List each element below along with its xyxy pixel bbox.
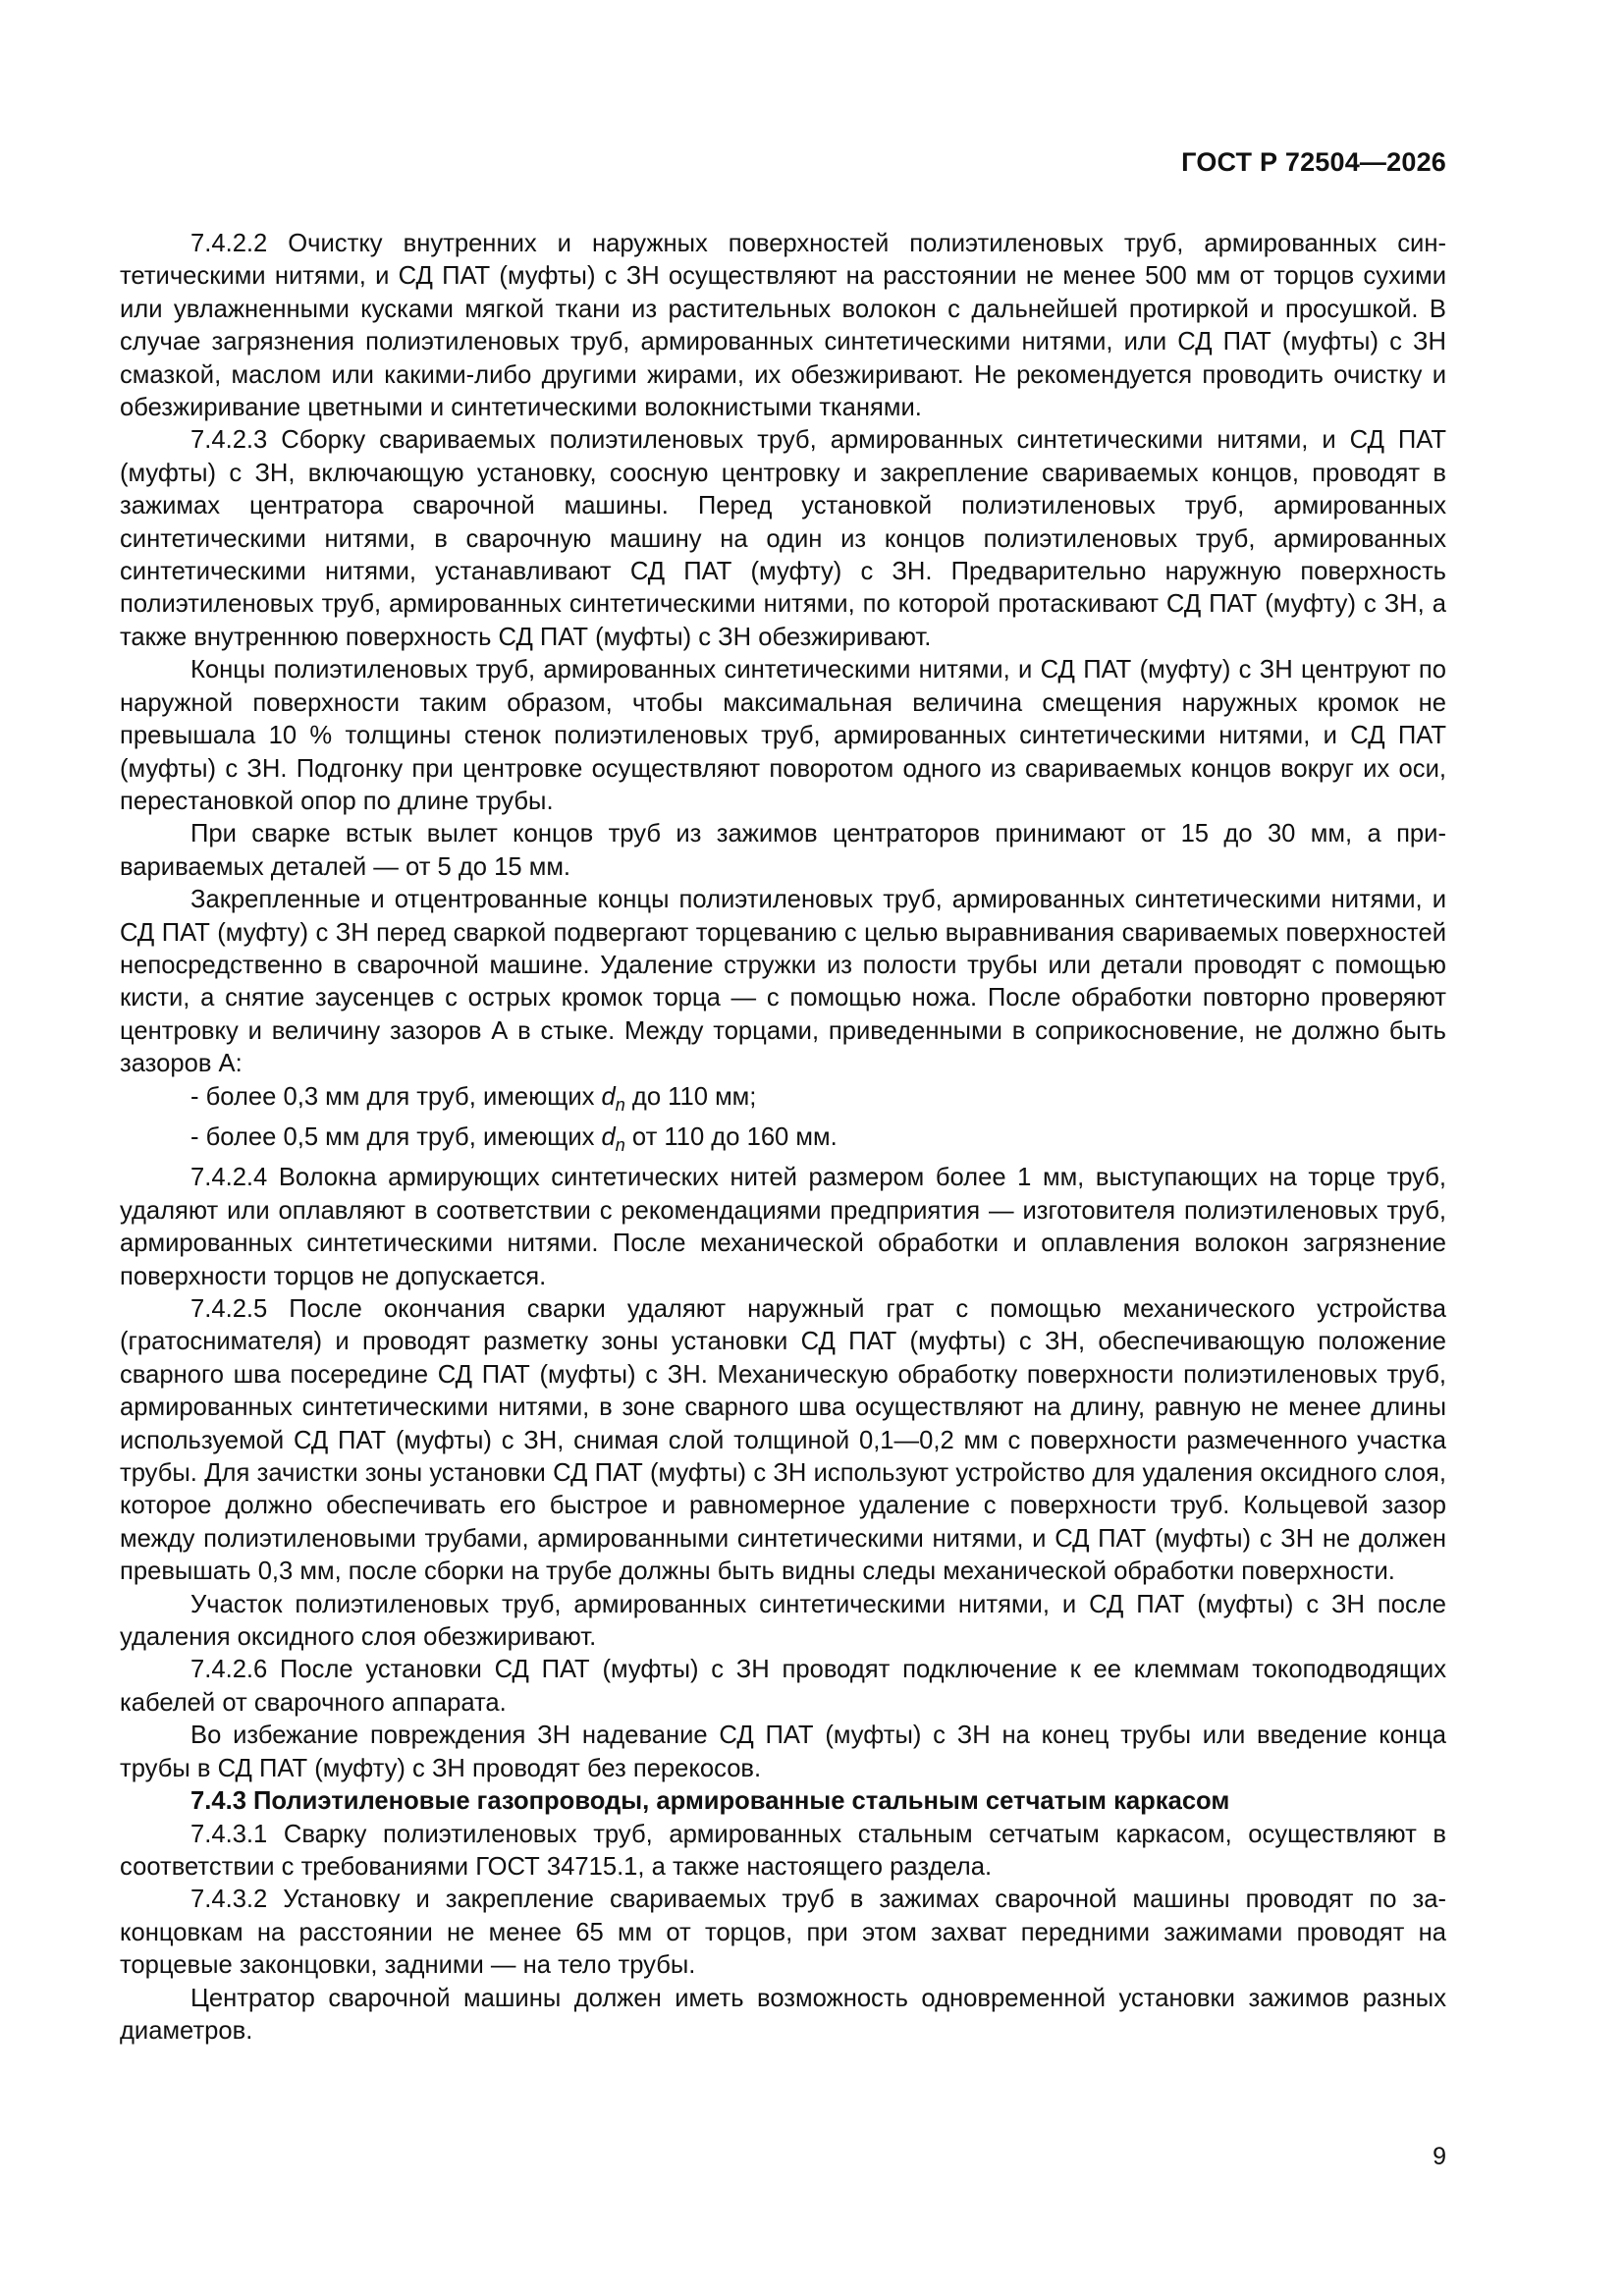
paragraph: Во избежание повреждения ЗН надевание СД ПАТ (муфты) с ЗН на конец трубы или введение конца трубы в СД ПАТ (муфту) с ЗН проводят без перекосов.	[120, 1722, 1446, 1782]
paragraph: 7.4.3.2 Установку и закрепление свариваемых труб в зажимах сварочной машины проводят по законцовкам на расстоянии не менее 65 мм от торцов, при этом захват передними зажимами проводят на торцевые законцовки, задними — на тело трубы.	[120, 1886, 1446, 1980]
paragraph: Закрепленные и отцентрованные концы полиэтиленовых труб, армированных синтетическими нитями, и СД ПАТ (муфту) с ЗН перед сваркой подвергают торцеванию с целью выравнивания свариваемых поверхностей непосредственно в сварочной машине. Удаление стружки из полости трубы или детали проводят с помощью кисти, а снятие заусенцев с острых кромок торца — с помощью ножа. После обработки повторно проверяют центровку и величину зазоров А в стыке. Между торцами, приведенными в соприкосновение, не должно быть зазоров А:	[120, 886, 1446, 1078]
paragraph: 7.4.2.3 Сборку свариваемых полиэтиленовых труб, армированных синтетическими нитями, и СД ПАТ (муфты) с ЗН, включающую установку, соосную центровку и закрепление свариваемых концов, проводят в зажимах центратора сварочной машины. Перед установкой полиэтиленовых труб, армированных синтетическими нитями, в сварочную машину на один из концов полиэтиленовых труб, армированных синтетическими нитями, устанавливают СД ПАТ (муфту) с ЗН. Предварительно наружную поверхность полиэтиленовых труб, армированных синтетическими нитями, по которой протаскивают СД ПАТ (муфту) с ЗН, а также внутреннюю поверхность СД ПАТ (муфты) с ЗН обезжиривают.	[120, 426, 1446, 651]
diameter-symbol: d	[601, 1122, 616, 1151]
paragraph: При сварке встык вылет концов труб из зажимов центраторов принимают от 15 до 30 мм, а привариваемых деталей — от 5 до 15 мм.	[120, 820, 1446, 881]
page-number: 9	[1433, 2143, 1446, 2170]
document-body	[120, 228, 1446, 2048]
paragraph: Концы полиэтиленовых труб, армированных синтетическими нитями, и СД ПАТ (муфту) с ЗН центруют по наружной поверхности таким образом, чтобы максимальная величина смещения наружных кромок не превышала 10 % толщины стенок полиэтиленовых труб, армированных синтетическими нитями, и СД ПАТ (муфты) с ЗН. Подгонку при центровке осуществляют поворотом одного из свариваемых концов вокруг их оси, перестановкой опор по длине трубы.	[120, 656, 1446, 815]
list-item	[120, 1081, 1446, 1121]
paragraph: 7.4.2.6 После установки СД ПАТ (муфты) с ЗН проводят подключение к ее клеммам токоподводящих кабелей от сварочного аппарата.	[120, 1656, 1446, 1717]
section-heading: 7.4.3 Полиэтиленовые газопроводы, армированные стальным сетчатым каркасом	[190, 1787, 1230, 1816]
diameter-symbol: d	[601, 1082, 616, 1111]
diameter-subscript: n	[615, 1134, 625, 1155]
list-item-prefix: - более 0,5 мм для труб, имеющих	[190, 1122, 602, 1151]
list-item-suffix: от 110 до 160 мм.	[624, 1122, 838, 1151]
paragraph: Центратор сварочной машины должен иметь возможность одновременной установки зажимов разных диаметров.	[120, 1984, 1446, 2045]
list-item	[120, 1121, 1446, 1162]
paragraph: Участок полиэтиленовых труб, армированных синтетическими нитями, и СД ПАТ (муфты) с ЗН после удаления оксидного слоя обезжиривают.	[120, 1590, 1446, 1652]
paragraph: 7.4.3.1 Сварку полиэтиленовых труб, армированных стальным сетчатым каркасом, осуществляют в соответствии с требованиями ГОСТ 34715.1, а также настоящего раздела.	[120, 1820, 1446, 1881]
document-id-header: ГОСТ Р 72504—2026	[1181, 147, 1446, 177]
paragraph: 7.4.2.4 Волокна армирующих синтетических нитей размером более 1 мм, выступающих на торце труб, удаляют или оплавляют в соответствии с рекомендациями предприятия — изготовителя полиэтиленовых труб, армированных синтетическими нитями. После механической обработки и оплавления волокон загрязнение поверхности торцов не допускается.	[120, 1164, 1446, 1290]
list-item-prefix: - более 0,3 мм для труб, имеющих	[190, 1082, 602, 1111]
paragraph: 7.4.2.5 После окончания сварки удаляют наружный грат с помощью механического устройства (гратоснимателя) и проводят разметку зоны установки СД ПАТ (муфты) с ЗН, обеспечивающую положение сварного шва посередине СД ПАТ (муфты) с ЗН. Механическую обработку поверхности полиэтиленовых труб, армированных синтетическими нитями, в зоне сварного шва осуществляют на длину, равную не менее длины используемой СД ПАТ (муфты) с ЗН, снимая слой толщиной 0,1—0,2 мм с поверхности размеченного участка трубы. Для зачистки зоны установки СД ПАТ (муфты) с ЗН используют устройство для удаления оксидного слоя, которое должно обеспечивать его быстрое и равномерное удаление с поверхности труб. Кольцевой зазор между полиэтиленовыми трубами, армированными синтетическими нитями, и СД ПАТ (муфты) с ЗН не должен превышать 0,3 мм, после сборки на трубе должны быть видны следы механической обработки поверхности.	[120, 1295, 1446, 1586]
list-item-suffix: до 110 мм;	[624, 1082, 757, 1111]
paragraph: 7.4.2.2 Очистку внутренних и наружных поверхностей полиэтиленовых труб, армированных синтетическими нитями, и СД ПАТ (муфты) с ЗН осуществляют на расстоянии не менее 500 мм от торцов сухими или увлажненными кусками мягкой ткани из растительных волокон с дальнейшей протиркой и просушкой. В случае загрязнения полиэтиленовых труб, армированных синтетическими нитями, или СД ПАТ (муфты) с ЗН смазкой, маслом или какими-либо другими жирами, их обезжиривают. Не рекомендуется проводить очистку и обезжиривание цветными и синтетическими волокнистыми тканями.	[120, 230, 1446, 422]
diameter-subscript: n	[615, 1094, 625, 1115]
